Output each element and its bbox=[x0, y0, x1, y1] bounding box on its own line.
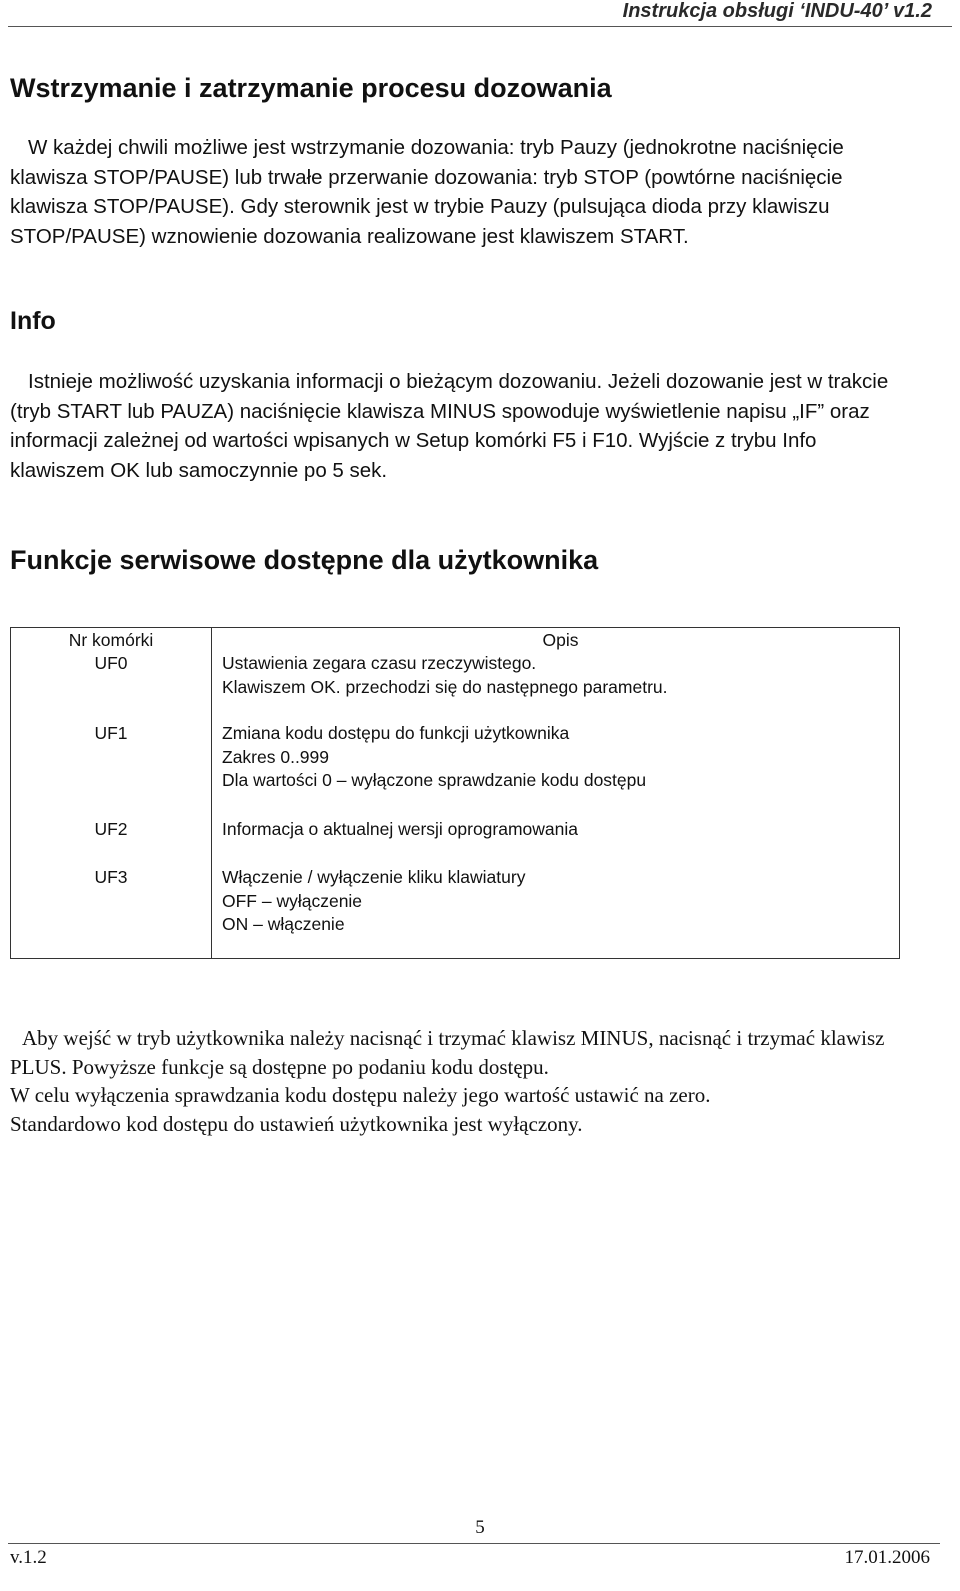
table-cell-text: Włączenie / wyłączenie kliku klawiatury bbox=[222, 867, 526, 887]
table-cell-text: Ustawienia zegara czasu rzeczywistego. bbox=[222, 653, 537, 673]
table-cell-nr: UF1 bbox=[94, 723, 128, 743]
table-cell-text: Zakres 0..999 bbox=[222, 746, 329, 767]
table-cell-text: Informacja o aktualnej wersji oprogramowania bbox=[222, 819, 579, 839]
footer-rule bbox=[8, 1543, 940, 1544]
section-title-info: Info bbox=[10, 307, 56, 335]
table-header-nr: Nr komórki bbox=[11, 628, 212, 653]
footer-date: 17.01.2006 bbox=[844, 1547, 930, 1568]
paragraph-default-code: Standardowo kod dostępu do ustawień użytkownika jest wyłączony. bbox=[10, 1112, 583, 1136]
table-row bbox=[11, 866, 900, 959]
table-cell-text: Klawiszem OK. przechodzi się do następnego parametru. bbox=[222, 676, 668, 697]
table-cell-nr: UF0 bbox=[94, 653, 128, 673]
header-rule bbox=[8, 26, 952, 27]
page-number: 5 bbox=[475, 1517, 485, 1538]
paragraph-user-mode: Aby wejść w tryb użytkownika należy nacisnąć i trzymać klawisz MINUS, nacisnąć i trzymać klawisz PLUS. Powyższe funkcje są dostępne po podaniu kodu dostępu. bbox=[10, 1026, 885, 1079]
footer-version: v.1.2 bbox=[10, 1547, 47, 1568]
table-row bbox=[11, 652, 900, 722]
table-header-row bbox=[11, 628, 900, 653]
table-cell-nr: UF3 bbox=[94, 867, 128, 887]
table-cell-text: ON – włączenie bbox=[222, 914, 345, 934]
service-functions-table bbox=[10, 627, 900, 959]
section-title-service-functions: Funkcje serwisowe dostępne dla użytkownika bbox=[10, 545, 599, 575]
table-cell-text: Dla wartości 0 – wyłączone sprawdzanie kodu dostępu bbox=[222, 770, 647, 790]
table-cell-nr: UF2 bbox=[94, 819, 128, 839]
section-title-stop-pause: Wstrzymanie i zatrzymanie procesu dozowania bbox=[10, 73, 612, 103]
table-header-opis: Opis bbox=[542, 630, 579, 650]
table-row bbox=[11, 722, 900, 818]
paragraph-info: Istnieje możliwość uzyskania informacji o bieżącym dozowaniu. Jeżeli dozowanie jest w trakcie (tryb START lub PAUZA) naciśnięcie klawisza MINUS spowoduje wyświetlenie napisu „IF” oraz informacji zależnej od wartości wpisanych w Setup komórki F5 i F10. Wyjście z trybu Info klawiszem OK lub samoczynnie po 5 sek. bbox=[10, 370, 889, 482]
table-cell-text: Zmiana kodu dostępu do funkcji użytkownika bbox=[222, 723, 570, 743]
document-header: Instrukcja obsługi ‘INDU-40’ v1.2 bbox=[622, 0, 932, 22]
paragraph-stop-pause: W każdej chwili możliwe jest wstrzymanie dozowania: tryb Pauzy (jednokrotne naciśnięcie klawisza STOP/PAUSE) lub trwałe przerwanie dozowania: tryb STOP (powtórne naciśnięcie klawisza STOP/PAUSE). Gdy sterownik jest w trybie Pauzy (pulsująca dioda przy klawiszu STOP/PAUSE) wznowienie dozowania realizowane jest klawiszem START. bbox=[10, 136, 844, 248]
table-row bbox=[11, 818, 900, 866]
paragraph-disable-code: W celu wyłączenia sprawdzania kodu dostępu należy jego wartość ustawić na zero. bbox=[10, 1083, 711, 1107]
table-cell-text: OFF – wyłączenie bbox=[222, 890, 363, 911]
